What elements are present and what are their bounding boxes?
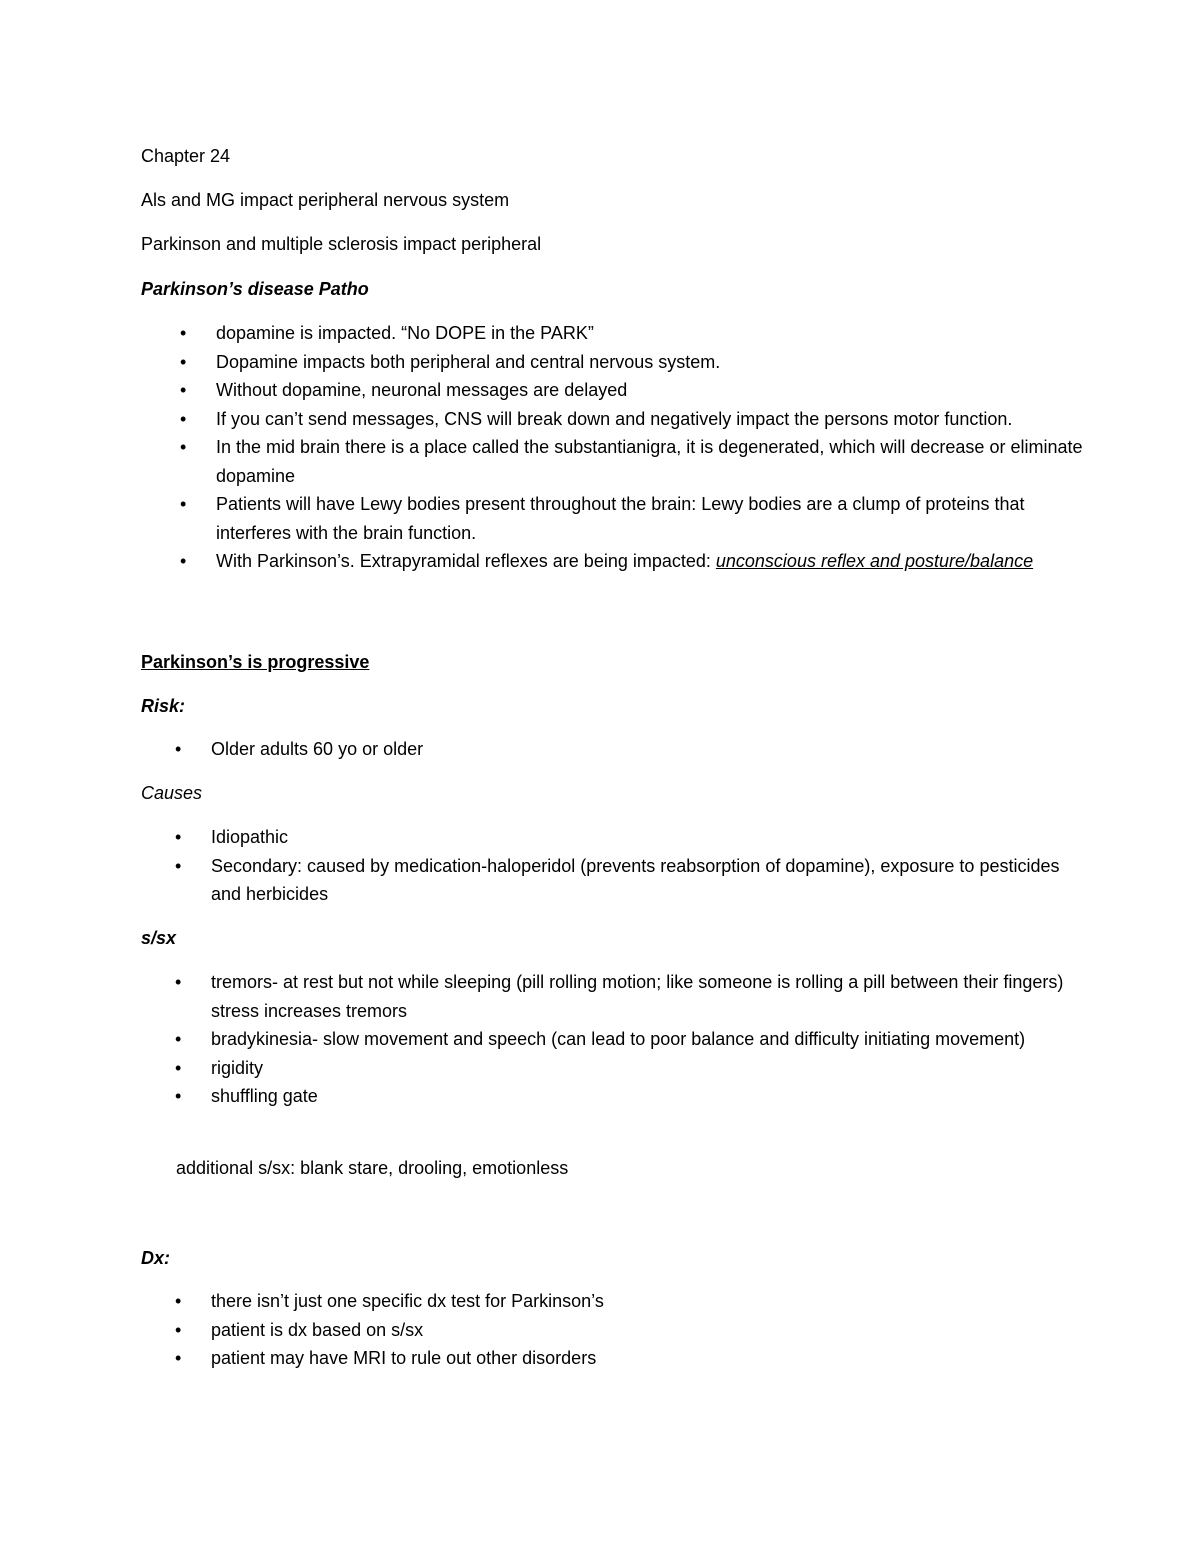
progressive-heading: Parkinson’s is progressive	[141, 652, 370, 672]
list-item: • there isn’t just one specific dx test for Parkinson’s	[211, 1287, 1091, 1316]
list-item: • patient may have MRI to rule out other disorders	[211, 1344, 1091, 1373]
list-item: • tremors- at rest but not while sleeping (pill rolling motion; like someone is rolling a pill between their fingers) stress increases tremors	[211, 968, 1091, 1025]
bullet-icon: •	[180, 494, 187, 514]
ssx-list	[175, 968, 1091, 1111]
list-item: • With Parkinson’s. Extrapyramidal reflexes are being impacted: unconscious reflex and posture/balance	[216, 547, 1096, 576]
bullet-icon: •	[175, 739, 182, 759]
bullet-icon: •	[175, 855, 182, 876]
dx-list	[175, 1287, 1091, 1373]
bullet-icon: •	[175, 827, 182, 847]
list-item: • Idiopathic	[211, 823, 1091, 852]
list-item: • dopamine is impacted. “No DOPE in the PARK”	[216, 319, 1096, 348]
ssx-heading: s/sx	[141, 928, 177, 948]
bullet-icon: •	[180, 408, 187, 429]
bullet-icon: •	[180, 437, 187, 457]
bullet-icon: •	[175, 1291, 182, 1311]
list-item: • Without dopamine, neuronal messages are delayed	[216, 376, 1096, 405]
list-item: • In the mid brain there is a place called the substantianigra, it is degenerated, which will decrease or eliminate dopamine	[216, 433, 1096, 490]
list-item: • Older adults 60 yo or older	[211, 735, 1091, 764]
patho-heading: Parkinson’s disease Patho	[141, 279, 369, 299]
additional-ssx: additional s/sx: blank stare, drooling, emotionless	[176, 1158, 569, 1178]
list-item: • Patients will have Lewy bodies present throughout the brain: Lewy bodies are a clump of proteins that interferes with the brain function.	[216, 490, 1096, 547]
bullet-icon: •	[175, 1029, 182, 1049]
dx-heading: Dx:	[141, 1248, 171, 1268]
bullet-icon: •	[180, 380, 187, 400]
list-item: • rigidity	[211, 1054, 1091, 1083]
bullet-icon: •	[180, 323, 187, 343]
bullet-icon: •	[175, 1057, 182, 1078]
list-item: • If you can’t send messages, CNS will break down and negatively impact the persons motor function.	[216, 405, 1096, 434]
intro-line-1: Als and MG impact peripheral nervous system	[141, 190, 510, 210]
bullet-icon: •	[180, 351, 187, 372]
bullet-icon: •	[175, 1086, 182, 1106]
bullet-icon: •	[175, 1319, 182, 1340]
chapter-title: Chapter 24	[141, 146, 231, 166]
causes-list	[175, 823, 1091, 909]
intro-line-2: Parkinson and multiple sclerosis impact peripheral	[141, 234, 542, 254]
list-item: • Dopamine impacts both peripheral and central nervous system.	[216, 348, 1096, 377]
list-item: • bradykinesia- slow movement and speech (can lead to poor balance and difficulty initiating movement)	[211, 1025, 1091, 1054]
risk-heading: Risk:	[141, 696, 186, 716]
bullet-icon: •	[175, 972, 182, 992]
emphasis-text: unconscious reflex and posture/balance	[715, 551, 1034, 571]
risk-list	[175, 735, 1091, 764]
list-item: • shuffling gate	[211, 1082, 1091, 1111]
patho-list	[180, 319, 1096, 576]
causes-heading: Causes	[141, 783, 203, 803]
list-item: • patient is dx based on s/sx	[211, 1316, 1091, 1345]
bullet-icon: •	[175, 1348, 182, 1368]
bullet-icon: •	[180, 551, 187, 571]
list-item: • Secondary: caused by medication-haloperidol (prevents reabsorption of dopamine), exposure to pesticides and herbicides	[211, 852, 1091, 909]
